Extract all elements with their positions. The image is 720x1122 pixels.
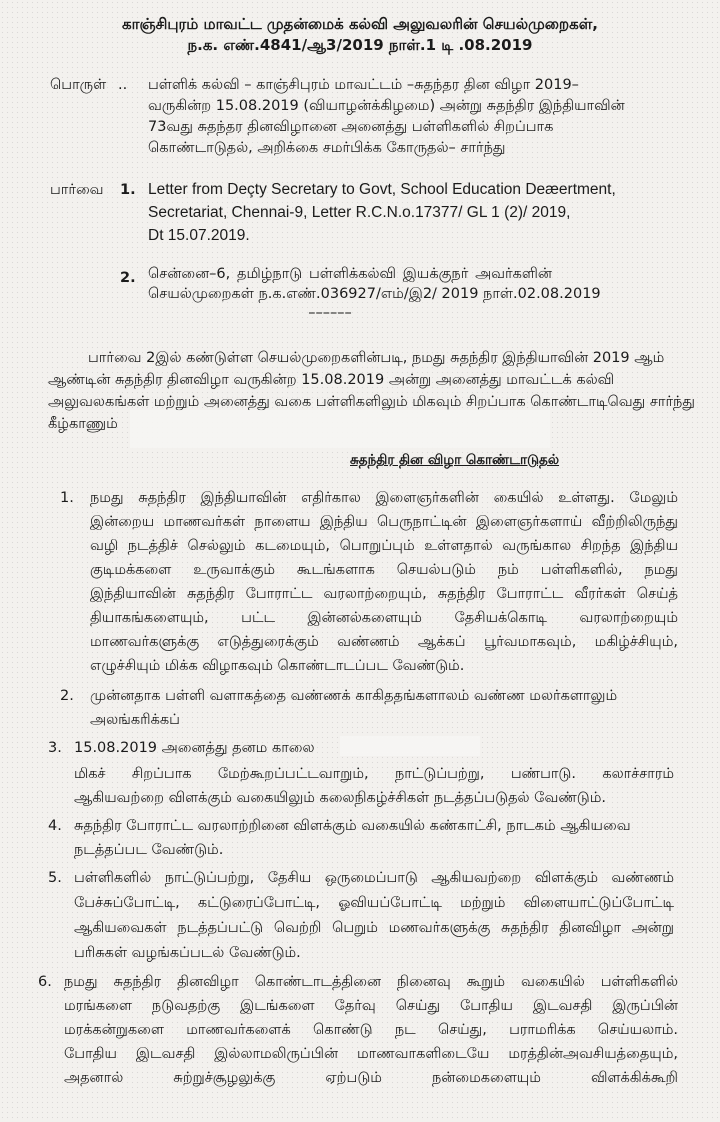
intro-line: கீழ்காணும் bbox=[48, 416, 118, 432]
point-line: வழி நடத்திச் செல்லும் கடமையும், பொறுப்பும் உள்ளதால் வருங்கால சிறந்த இந்திய bbox=[90, 538, 678, 554]
point-number: 2. bbox=[60, 688, 74, 704]
subject-dots: .. bbox=[118, 77, 128, 93]
faded-area bbox=[130, 410, 550, 448]
point-line: இன்றைய மாணவர்கள் நாளைய இந்திய பெருநாட்டின் இளைஞர்களாய் வீற்றிலிருந்து bbox=[90, 514, 678, 530]
point-line: எழுச்சியும் மிக்க விழாகவும் கொண்டாடப்பட வேண்டும். bbox=[90, 658, 465, 674]
point-line: பேச்சுப்போட்டி, கட்டுரைப்போட்டி, ஓவியப்போட்டி மற்றும் விளையாட்டுப்போட்டி bbox=[74, 895, 674, 911]
point-number: 5. bbox=[48, 870, 62, 886]
point-line: முன்னதாக பள்ளி வளாகத்தை வண்ணக் காகிததங்களாலம் வண்ண மலர்களாலும் bbox=[90, 688, 618, 704]
reference-line: Secretariat, Chennai-9, Letter R.C.N.o.17377/ GL 1 (2)/ 2019, bbox=[148, 204, 571, 221]
point-line: அலங்கரிக்கப் bbox=[90, 712, 180, 728]
reference-line: Letter from Deçty Secretary to Govt, School Education Deæertment, bbox=[148, 181, 616, 198]
point-line: மரங்களை நடுவதற்கு இடங்களை தேர்வு செய்து போதிய இடவசதி இருப்பின் bbox=[64, 998, 678, 1014]
point-line: பரிசுகள் வழங்கப்படல் வேண்டும். bbox=[74, 945, 301, 961]
subject-line: கொண்டாடுதல், அறிக்கை சமர்பிக்க கோருதல்– சார்ந்து bbox=[148, 140, 506, 156]
point-line: 15.08.2019 அனைத்து தனம காலை bbox=[74, 740, 315, 756]
point-line: ஆகியவற்றை விளக்கும் வகையிலும் கலைநிகழ்ச்சிகள் நடத்தப்படுதல் வேண்டும். bbox=[74, 790, 607, 806]
point-line: மரக்கன்றுகளை மாணவர்களைக் கொண்டு நட செய்து, பராமரிக்க செய்யலாம். bbox=[64, 1022, 678, 1038]
point-number: 4. bbox=[48, 818, 62, 834]
point-line: நடத்தப்பட வேண்டும். bbox=[74, 842, 224, 858]
point-line: இந்தியாவின் சுதந்திர போராட்ட வரலாற்றையும், சுதந்திர போராட்ட வீரர்கள் செய்த் bbox=[90, 586, 678, 602]
faded-area bbox=[340, 736, 480, 756]
reference-separator: –––––– bbox=[308, 305, 352, 321]
section-heading: சுதந்திர தின விழா கொண்டாடுதல் bbox=[350, 452, 560, 468]
intro-line: பார்வை 2இல் கண்டுள்ள செயல்முறைகளின்படி, நமது சுதந்திர இந்தியாவின் 2019 ஆம் bbox=[88, 350, 665, 366]
reference-line: செயல்முறைகள் ந.க.எண்.036927/எம்/இ2/ 2019 நாள்.02.08.2019 bbox=[148, 286, 601, 302]
subject-line: 73வது சுதந்தர தினவிழானை அனைத்து பள்ளிகளில் சிறப்பாக bbox=[148, 119, 554, 135]
subject-line: வருகின்ற 15.08.2019 (வியாழன்க்கிழமை) அன்று சுதந்திர இந்தியாவின் bbox=[148, 98, 625, 114]
reference-number: 1. bbox=[120, 182, 136, 198]
intro-line: ஆண்டின் சுதந்திர தினவிழா வருகின்ற 15.08.2019 அன்று அனைத்து மாவட்டக் கல்வி bbox=[48, 372, 615, 388]
point-number: 6. bbox=[38, 974, 52, 990]
point-line: போதிய இடவசதி இல்லாமலிருப்பின் மாணவாகளிடையே மரத்தின்அவசியத்தையும், bbox=[64, 1046, 678, 1062]
point-line: மிகச் சிறப்பாக மேற்கூறப்பட்டவாறும், நாட்டுப்பற்று, பண்பாடு. கலாச்சாரம் bbox=[74, 766, 674, 782]
reference-number-date: ந.க. எண்.4841/ஆ3/2019 நாள்.1 டி .08.2019 bbox=[187, 36, 533, 54]
subject-line: பள்ளிக் கல்வி – காஞ்சிபுரம் மாவட்டம் –சுதந்தர தின விழா 2019– bbox=[148, 77, 579, 93]
point-line: பள்ளிகளில் நாட்டுப்பற்று, தேசிய ஒருமைப்பாடு ஆகியவற்றை விளக்கும் வண்ணம் bbox=[74, 870, 674, 886]
reference-number: 2. bbox=[120, 270, 136, 286]
point-line: தியாகங்களையும், பட்ட இன்னல்களையும் தேசியக்கொடி வரலாற்றையும் bbox=[90, 610, 678, 626]
point-line: அதனால் சுற்றுச்சூழலுக்கு ஏற்படும் நன்மைகளையும் விளக்கிக்கூறி bbox=[64, 1070, 678, 1086]
point-line: சுதந்திர போராட்ட வரலாற்றினை விளக்கும் வகையில் கண்காட்சி, நாடகம் ஆகியவை bbox=[74, 818, 631, 834]
point-line: நமது சுதந்திர இந்தியாவின் எதிர்கால இளைஞர்களின் கையில் உள்ளது. மேலும் bbox=[90, 490, 678, 506]
reference-line: சென்னை–6, தமிழ்நாடு பள்ளிக்கல்வி இயக்குநர் அவர்களின் bbox=[148, 266, 552, 282]
point-line: குடிமக்களை உருவாக்கும் கூடங்களாக செயல்படும் நம் பள்ளிகளில், நமது bbox=[90, 562, 678, 578]
point-line: நமது சுதந்திர தினவிழா கொண்டாடத்தினை நினைவு கூறும் வகையில் பள்ளிகளில் bbox=[64, 974, 678, 990]
subject-label: பொருள் bbox=[50, 77, 107, 93]
office-title: காஞ்சிபுரம் மாவட்ட முதன்மைக் கல்வி அலுவலரின் செயல்முறைகள், bbox=[122, 15, 598, 33]
intro-line: அலுவலகங்கள் மற்றும் அனைத்து வகை பள்ளிகளிலும் மிகவும் சிறப்பாக கொண்டாடிவெது சார்ந்து bbox=[48, 394, 695, 410]
point-number: 1. bbox=[60, 490, 74, 506]
point-line: மாணவர்களுக்கு எடுத்துரைக்கும் வண்ணம் ஆக்கப் பூர்வமாகவும், மகிழ்ச்சியும், bbox=[90, 634, 678, 650]
point-number: 3. bbox=[48, 740, 62, 756]
point-line: ஆகியவைகள் நடத்தப்பட்டு வெற்றி பெறும் மணவர்களுக்கு சுதந்திர தினவிழா அன்று bbox=[74, 920, 674, 936]
reference-label: பார்வை bbox=[50, 182, 104, 198]
reference-line: Dt 15.07.2019. bbox=[148, 227, 250, 244]
